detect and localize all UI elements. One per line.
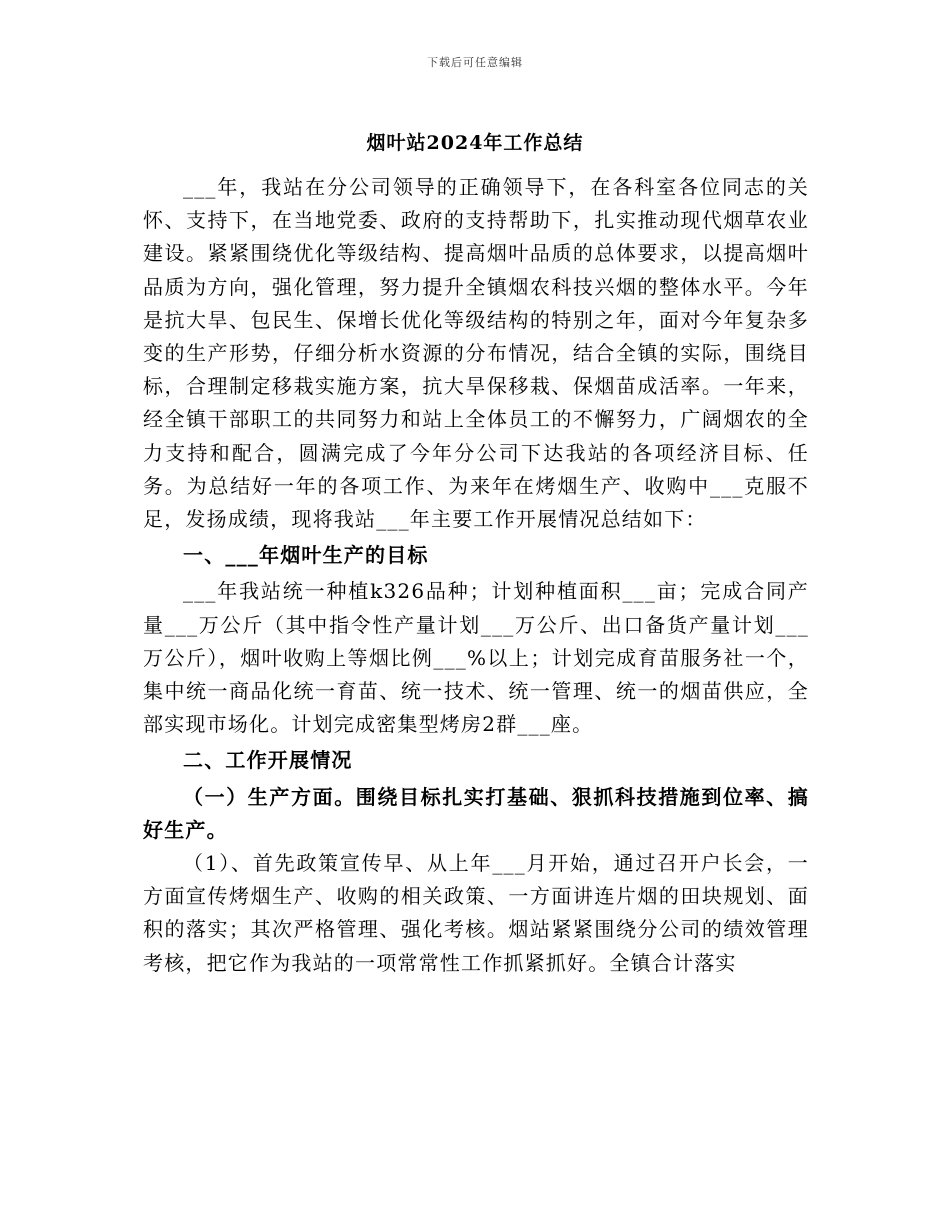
- paragraph-goals: ___年我站统一种植k326品种；计划种植面积___亩；完成合同产量___万公斤（其中指令性产量计划___万公斤、出口备货产量计划___万公斤），烟叶收购上等烟比例___%以上；计划完成育苗服务社一个，集中统一商品化统一育苗、统一技术、统一管理、统一的烟苗供应，全部实现市场化。计划完成密集型烤房2群___座。: [143, 579, 809, 737]
- paragraph-intro: ___年，我站在分公司领导的正确领导下，在各科室各位同志的关怀、支持下，在当地党委、政府的支持帮助下，扎实推动现代烟草农业建设。紧紧围绕优化等级结构、提高烟叶品质的总体要求，以提高烟叶品质为方向，强化管理，努力提升全镇烟农科技兴烟的整体水平。今年是抗大旱、包民生、保增长优化等级结构的特别之年，面对今年复杂多变的生产形势，仔细分析水资源的分布情况，结合全镇的实际，围绕目标，合理制定移栽实施方案，抗大旱保移栽、保烟苗成活率。一年来，经全镇干部职工的共同努力和站上全体员工的不懈努力，广阔烟农的全力支持和配合，圆满完成了今年分公司下达我站的各项经济目标、任务。为总结好一年的各项工作、为来年在烤烟生产、收购中___克服不足，发扬成绩，现将我站___年主要工作开展情况总结如下：: [143, 175, 809, 532]
- document-title: 烟叶站2024年工作总结: [366, 132, 584, 154]
- document-body: [143, 171, 809, 980]
- section-heading-goals: 一、___年烟叶生产的目标: [183, 543, 429, 568]
- paragraph-item-1: （1）、首先政策宣传早、从上年___月开始，通过召开户长会，一方面宣传烤烟生产、收购的相关政策、一方面讲连片烟的田块规划、面积的落实；其次严格管理、强化考核。烟站紧紧围绕分公司的绩效管理考核，把它作为我站的一项常常性工作抓紧抓好。全镇合计落实: [143, 851, 809, 975]
- header-note: 下载后可任意编辑: [427, 56, 523, 69]
- subsection-production: （一）生产方面。围绕目标扎实打基础、狠抓科技措施到位率、搞好生产。: [143, 784, 809, 842]
- section-heading-work: 二、工作开展情况: [183, 748, 353, 773]
